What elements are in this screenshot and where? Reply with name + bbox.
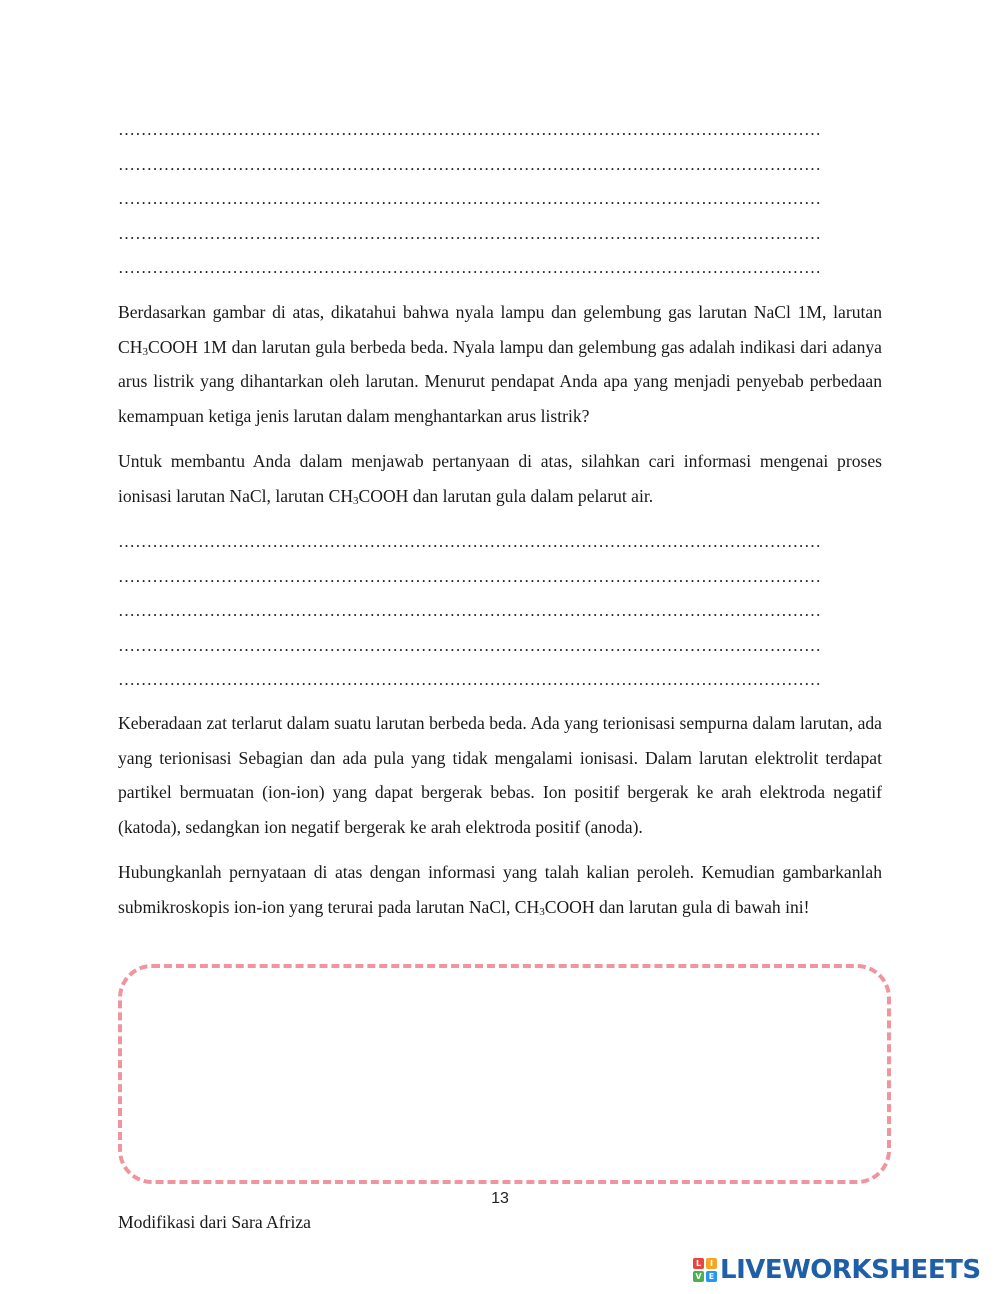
answer-line[interactable]: …………………………………………………………………………………………………………… [118,635,822,655]
answer-lines-top [118,113,882,286]
paragraph-text: Berdasarkan gambar di atas, dikatahui bahwa nyala lampu dan gelembung gas larutan NaCl 1M, larutan CH [118,302,882,357]
logo-letter: V [693,1271,704,1282]
brand-name: LIVEWORKSHEETS [720,1255,981,1285]
paragraph-text: COOH dan larutan gula di bawah ini! [544,896,810,917]
answer-line[interactable]: …………………………………………………………………………………………………………… [118,154,822,174]
liveworksheets-brand [693,1255,981,1285]
paragraph-text: COOH 1M dan larutan gula berbeda beda. Nyala lampu dan gelembung gas adalah indikasi dari adanya arus listrik yang dihantarkan oleh larutan. Menurut pendapat Anda apa yang menjadi penyebab perbedaan kemampuan ketiga jenis larutan dalam menghantarkan arus listrik? [118,336,882,426]
footer-credit: Modifikasi dari Sara Afriza [118,1212,311,1232]
logo-letter: L [693,1258,704,1269]
paragraph-text: Hubungkanlah pernyataan di atas dengan informasi yang talah kalian peroleh. Kemudian gambarkanlah submikroskopis ion-ion yang terurai pada larutan NaCl, CH [118,862,882,917]
hint-paragraph [118,444,882,513]
answer-lines-bottom [118,525,882,698]
paragraph-text: Untuk membantu Anda dalam menjawab pertanyaan di atas, silahkan cari informasi mengenai proses ionisasi larutan NaCl, larutan CH [118,451,882,506]
info-paragraph: Keberadaan zat terlarut dalam suatu larutan berbeda beda. Ada yang terionisasi sempurna dalam larutan, ada yang terionisasi Sebagian dan ada pula yang tidak mengalami ionisasi. Dalam larutan elektrolit terdapat partikel bermuatan (ion-ion) yang dapat bergerak bebas. Ion positif bergerak ke arah elektroda negatif (katoda), sedangkan ion negatif bergerak ke arah elektroda positif (anoda). [118,713,882,837]
logo-letter: E [706,1271,717,1282]
answer-line[interactable]: …………………………………………………………………………………………………………… [118,258,822,277]
liveworksheets-logo-icon [693,1258,717,1282]
question-paragraph [118,295,882,433]
drawing-answer-box[interactable] [118,964,891,1184]
subscript: 3 [142,345,148,358]
answer-line[interactable]: …………………………………………………………………………………………………………… [118,601,822,620]
paragraph-text: COOH dan larutan gula dalam pelarut air. [358,485,654,506]
answer-line[interactable]: …………………………………………………………………………………………………………… [118,189,822,208]
answer-line[interactable]: …………………………………………………………………………………………………………… [118,120,822,139]
answer-line[interactable]: …………………………………………………………………………………………………………… [118,532,822,551]
instruction-paragraph [118,855,882,924]
logo-letter: I [706,1258,717,1269]
subscript: 3 [353,494,359,507]
answer-line[interactable]: …………………………………………………………………………………………………………… [118,223,822,243]
answer-line[interactable]: …………………………………………………………………………………………………………… [118,566,822,586]
page-number: 13 [491,1190,509,1207]
subscript: 3 [539,905,545,918]
answer-line[interactable]: …………………………………………………………………………………………………………… [118,670,822,689]
